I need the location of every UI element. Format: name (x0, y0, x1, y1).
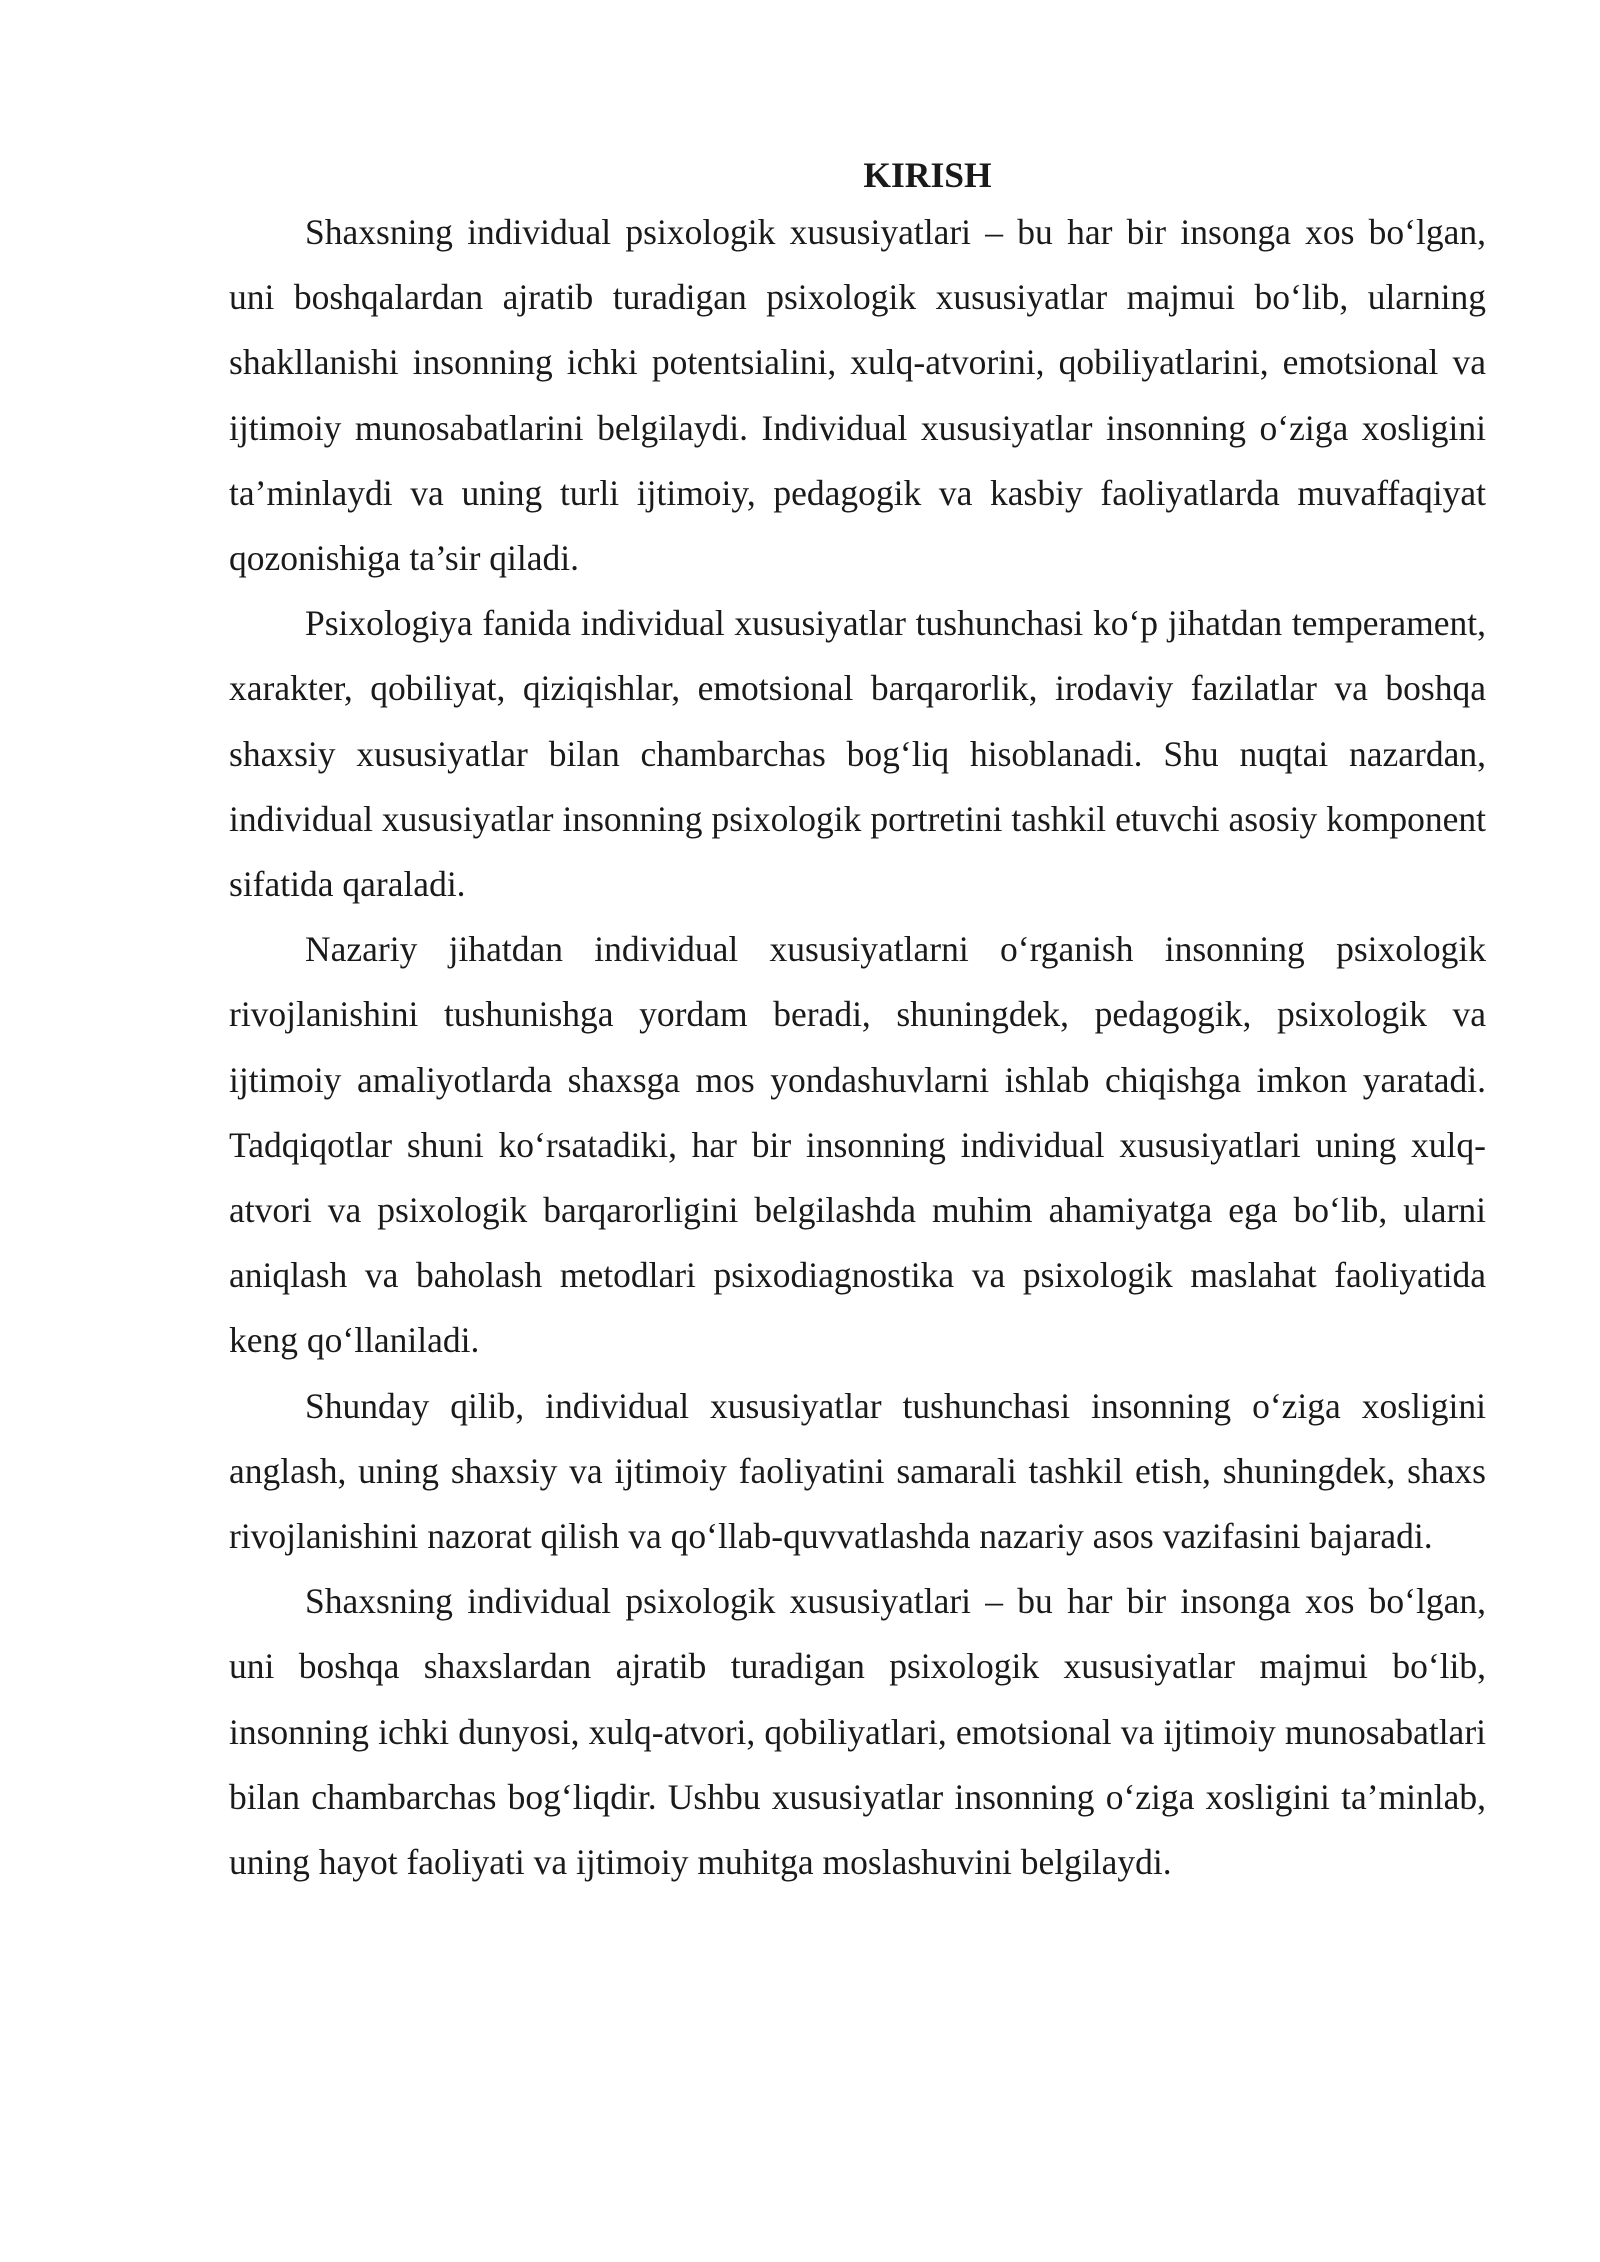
document-body (229, 150, 1486, 1895)
paragraph-2: Psixologiya fanida individual xususiyatlar tushunchasi ko‘p jihatdan temperament, xarakter, qobiliyat, qiziqishlar, emotsional barqarorlik, irodaviy fazilatlar va boshqa shaxsiy xususiyatlar bilan chambarchas bog‘liq hisoblanadi. Shu nuqtai nazardan, individual xususiyatlar insonning psixologik portretini tashkil etuvchi asosiy komponent sifatida qaraladi. (229, 603, 1486, 905)
paragraph-5: Shaxsning individual psixologik xususiyatlari – bu har bir insonga xos bo‘lgan, uni boshqa shaxslardan ajratib turadigan psixologik xususiyatlar majmui bo‘lib, insonning ichki dunyosi, xulq-atvori, qobiliyatlari, emotsional va ijtimoiy munosabatlari bilan chambarchas bog‘liqdir. Ushbu xususiyatlar insonning o‘ziga xosligini ta’minlab, uning hayot faoliyati va ijtimoiy muhitga moslashuvini belgilaydi. (229, 1581, 1486, 1883)
page-title: KIRISH (863, 155, 992, 195)
paragraph-1: Shaxsning individual psixologik xususiyatlari – bu har bir insonga xos bo‘lgan, uni boshqalardan ajratib turadigan psixologik xususiyatlar majmui bo‘lib, ularning shakllanishi insonning ichki potentsialini, xulq-atvorini, qobiliyatlarini, emotsional va ijtimoiy munosabatlarini belgilaydi. Individual xususiyatlar insonning o‘ziga xosligini ta’minlaydi va uning turli ijtimoiy, pedagogik va kasbiy faoliyatlarda muvaffaqiyat qozonishiga ta’sir qiladi. (229, 212, 1486, 579)
paragraph-3: Nazariy jihatdan individual xususiyatlarni o‘rganish insonning psixologik rivojlanishini tushunishga yordam beradi, shuningdek, pedagogik, psixologik va ijtimoiy amaliyotlarda shaxsga mos yondashuvlarni ishlab chiqishga imkon yaratadi. Tadqiqotlar shuni ko‘rsatadiki, har bir insonning individual xususiyatlari uning xulq-atvori va psixologik barqarorligini belgilashda muhim ahamiyatga ega bo‘lib, ularni aniqlash va baholash metodlari psixodiagnostika va psixologik maslahat faoliyatida keng qo‘llaniladi. (229, 929, 1486, 1361)
paragraph-4: Shunday qilib, individual xususiyatlar tushunchasi insonning o‘ziga xosligini anglash, uning shaxsiy va ijtimoiy faoliyatini samarali tashkil etish, shuningdek, shaxs rivojlanishini nazorat qilish va qo‘llab-quvvatlashda nazariy asos vazifasini bajaradi. (229, 1385, 1486, 1557)
